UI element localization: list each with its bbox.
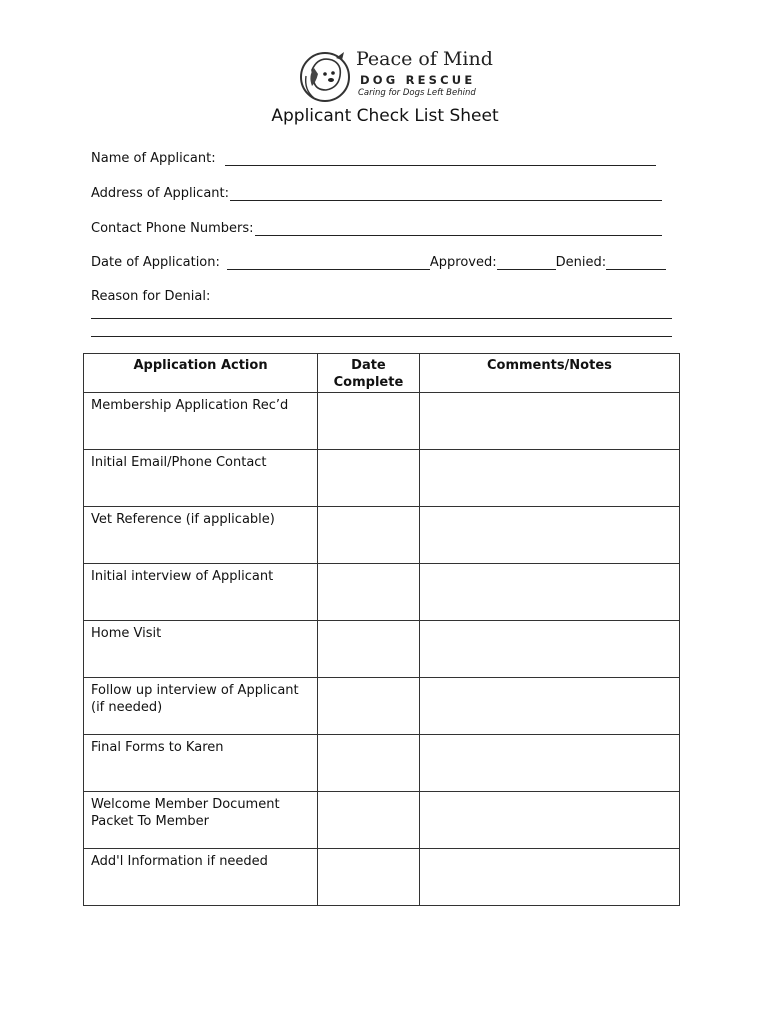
- table-row: [84, 393, 680, 450]
- table-row: [84, 450, 680, 507]
- comments-cell[interactable]: [419, 393, 679, 450]
- application-date-line[interactable]: [227, 256, 430, 270]
- comments-cell[interactable]: [419, 678, 679, 735]
- action-cell: Initial Email/Phone Contact: [84, 450, 318, 507]
- action-cell: Follow up interview of Applicant (if needed): [84, 678, 318, 735]
- applicant-name-line[interactable]: [225, 152, 656, 166]
- table-row: [84, 507, 680, 564]
- contact-phone-line[interactable]: [255, 222, 662, 236]
- approved-line[interactable]: [497, 256, 556, 270]
- applicant-address-field[interactable]: [91, 183, 662, 201]
- application-date-label: Date of Application:: [91, 255, 220, 270]
- logo: [298, 46, 493, 106]
- date-complete-cell[interactable]: [318, 849, 420, 906]
- date-complete-cell[interactable]: [318, 450, 420, 507]
- table-row: [84, 678, 680, 735]
- denial-reason-line-1[interactable]: [91, 318, 672, 319]
- contact-phone-field[interactable]: [91, 218, 662, 236]
- application-checklist-table: [83, 353, 680, 906]
- comments-cell[interactable]: [419, 735, 679, 792]
- logo-tagline: Caring for Dogs Left Behind: [358, 88, 476, 98]
- denied-label: Denied:: [555, 255, 607, 270]
- comments-column-header: Comments/Notes: [419, 354, 679, 393]
- date-complete-cell[interactable]: [318, 507, 420, 564]
- date-complete-column-header: Date Complete: [318, 354, 420, 393]
- action-cell: Vet Reference (if applicable): [84, 507, 318, 564]
- comments-cell[interactable]: [419, 792, 679, 849]
- table-row: [84, 621, 680, 678]
- action-cell: Membership Application Rec’d: [84, 393, 318, 450]
- action-cell: Initial interview of Applicant: [84, 564, 318, 621]
- table-row: [84, 792, 680, 849]
- comments-cell[interactable]: [419, 450, 679, 507]
- action-cell: Final Forms to Karen: [84, 735, 318, 792]
- denial-reason-line-2[interactable]: [91, 336, 672, 337]
- action-cell: Welcome Member Document Packet To Member: [84, 792, 318, 849]
- action-column-header: Application Action: [84, 354, 318, 393]
- denied-line[interactable]: [606, 256, 666, 270]
- application-date-row: [91, 252, 666, 270]
- table-row: [84, 735, 680, 792]
- table-row: [84, 849, 680, 906]
- denial-reason-label: Reason for Denial:: [91, 289, 211, 304]
- denial-reason-field: [91, 286, 210, 304]
- table-header-row: [84, 354, 680, 393]
- applicant-address-line[interactable]: [230, 187, 662, 201]
- date-complete-cell[interactable]: [318, 393, 420, 450]
- date-complete-cell[interactable]: [318, 735, 420, 792]
- comments-cell[interactable]: [419, 849, 679, 906]
- applicant-name-label: Name of Applicant:: [91, 151, 216, 166]
- page-title: Applicant Check List Sheet: [271, 106, 499, 126]
- contact-phone-label: Contact Phone Numbers:: [91, 221, 254, 236]
- table-row: [84, 564, 680, 621]
- action-cell: Home Visit: [84, 621, 318, 678]
- date-complete-cell[interactable]: [318, 792, 420, 849]
- action-cell: Add'l Information if needed: [84, 849, 318, 906]
- date-complete-cell[interactable]: [318, 564, 420, 621]
- comments-cell[interactable]: [419, 564, 679, 621]
- dog-logo-icon: [298, 46, 354, 106]
- logo-subtitle: DOG RESCUE: [360, 73, 476, 87]
- comments-cell[interactable]: [419, 507, 679, 564]
- logo-name: Peace of Mind: [356, 48, 493, 70]
- date-complete-cell[interactable]: [318, 621, 420, 678]
- comments-cell[interactable]: [419, 621, 679, 678]
- applicant-address-label: Address of Applicant:: [91, 186, 230, 201]
- applicant-name-field[interactable]: [91, 148, 656, 166]
- date-complete-cell[interactable]: [318, 678, 420, 735]
- approved-label: Approved:: [429, 255, 497, 270]
